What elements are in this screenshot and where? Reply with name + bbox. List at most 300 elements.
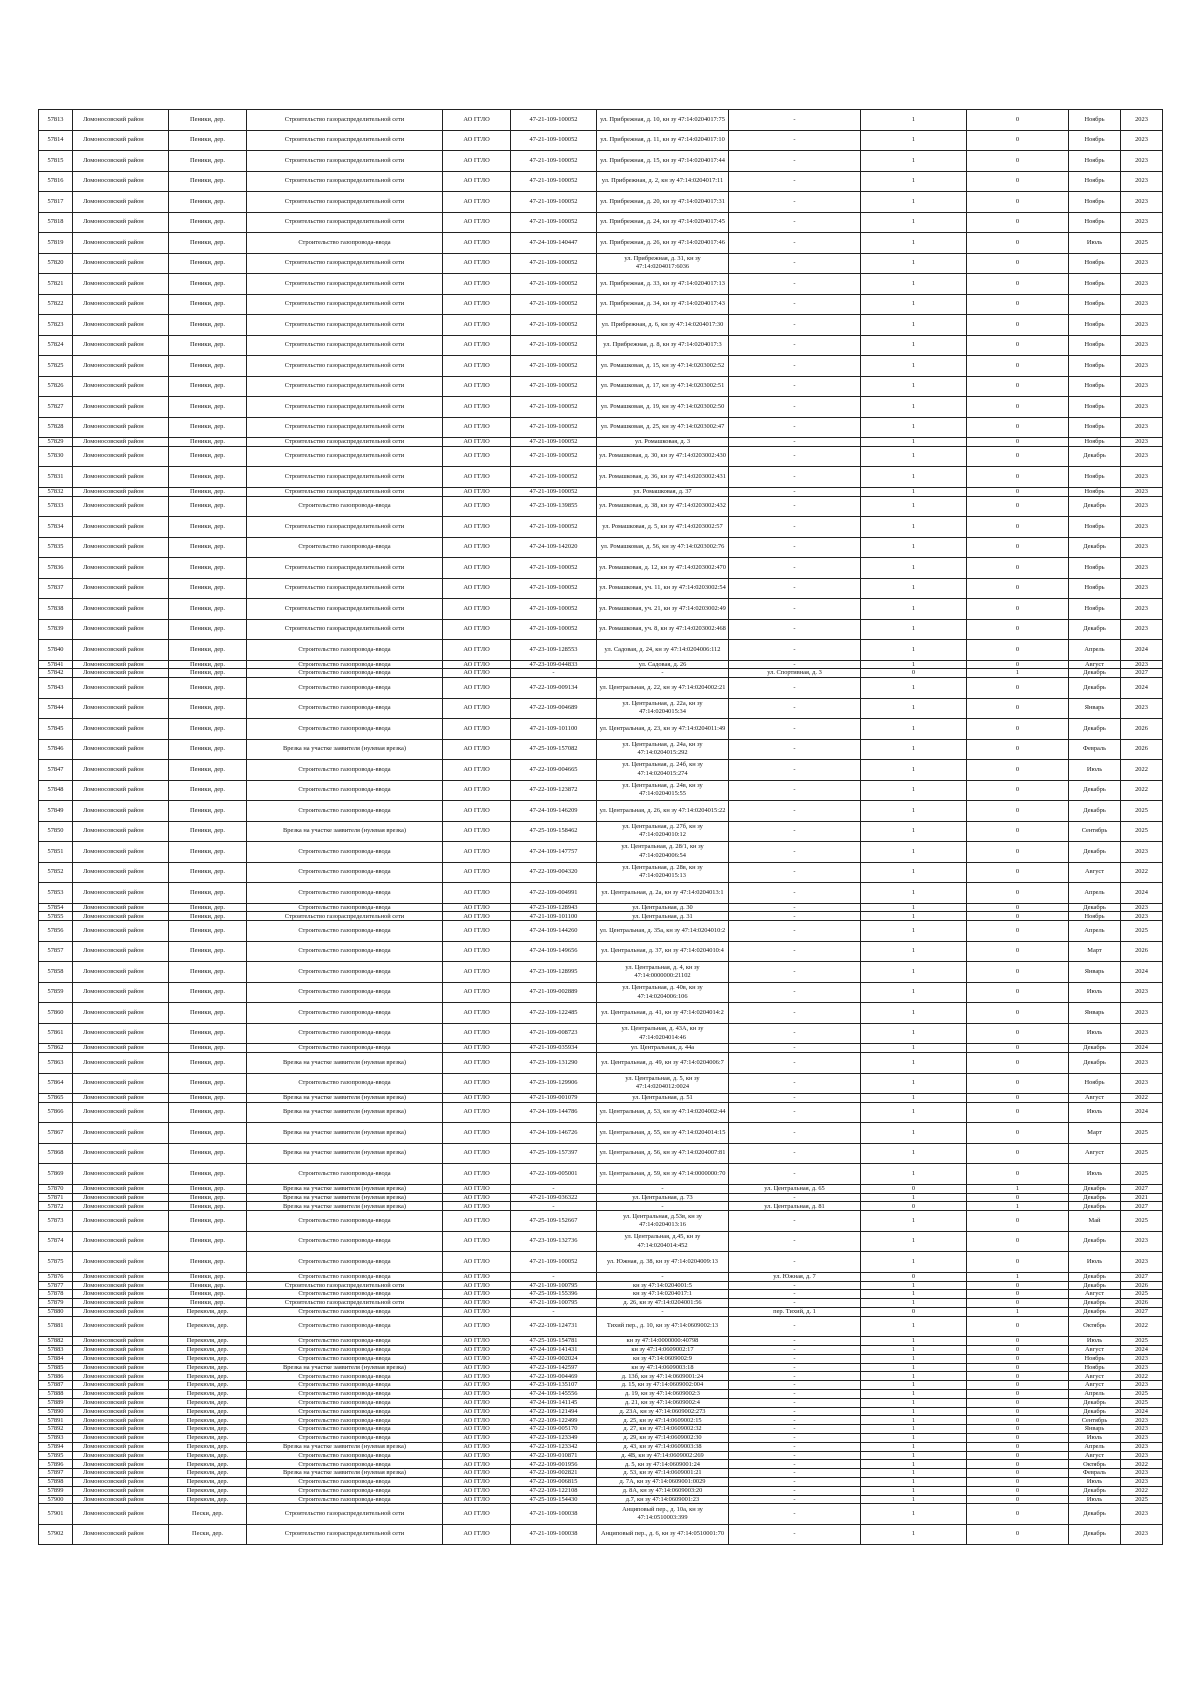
table-row [39,1202,1163,1211]
month-cell: Ноябрь [1069,1363,1121,1372]
year-cell: 2024 [1121,640,1163,661]
address-cell: ул. Центральная, д. 35а, кн зу 47:14:0204010:2 [597,921,729,942]
count-b-cell: 0 [967,446,1069,467]
application-code-cell: 47-21-109-100052 [511,253,597,274]
count-b-cell: 0 [967,1231,1069,1252]
address-cell: д. 25, кн зу 47:14:0609002:15 [597,1416,729,1425]
address-cell: ул. Ромашковая, д. 19, кн зу 47:14:0203002:50 [597,397,729,418]
row-number-cell: 57814 [39,130,73,151]
alt-address-cell: - [729,315,861,336]
application-code-cell: 47-22-109-122499 [511,1416,597,1425]
month-cell: Декабрь [1069,1524,1121,1545]
address-cell: ул. Ромашковая, д. 25, кн зу 47:14:0203002:47 [597,417,729,438]
count-b-cell: 0 [967,640,1069,661]
table-row [39,1372,1163,1381]
alt-address-cell: - [729,912,861,921]
count-b-cell: 0 [967,1407,1069,1416]
alt-address-cell: - [729,1023,861,1044]
month-cell: Ноябрь [1069,578,1121,599]
row-number-cell: 57898 [39,1478,73,1487]
work-type-cell: Строительство газопровода-ввода [247,537,443,558]
locality-cell: Пеники, дер. [169,212,247,233]
row-number-cell: 57871 [39,1193,73,1202]
work-type-cell: Строительство газопровода-ввода [247,862,443,883]
address-cell: ул. Прибрежная, д. 31, кн зу 47:14:0204017:6036 [597,253,729,274]
organization-cell: АО ГГЛО [443,669,511,678]
locality-cell: Перекюля, дер. [169,1316,247,1337]
organization-cell: АО ГГЛО [443,315,511,336]
row-number-cell: 57864 [39,1073,73,1094]
row-number-cell: 57836 [39,558,73,579]
alt-address-cell: - [729,274,861,295]
municipality-cell: Ломоносовский район [73,1442,169,1451]
municipality-cell: Ломоносовский район [73,1094,169,1103]
year-cell: 2022 [1121,780,1163,801]
month-cell: Ноябрь [1069,294,1121,315]
count-b-cell: 0 [967,417,1069,438]
month-cell: Ноябрь [1069,253,1121,274]
application-code-cell: 47-22-109-124731 [511,1316,597,1337]
work-type-cell: Строительство газопровода-ввода [247,1290,443,1299]
alt-address-cell: - [729,941,861,962]
alt-address-cell: - [729,578,861,599]
count-b-cell: 0 [967,1003,1069,1024]
month-cell: Ноябрь [1069,130,1121,151]
municipality-cell: Ломоносовский район [73,171,169,192]
table-row [39,376,1163,397]
count-a-cell: 1 [861,941,967,962]
count-a-cell: 1 [861,1478,967,1487]
locality-cell: Пеники, дер. [169,698,247,719]
count-a-cell: 1 [861,1316,967,1337]
locality-cell: Перекюля, дер. [169,1442,247,1451]
count-a-cell: 1 [861,678,967,699]
count-a-cell: 1 [861,253,967,274]
municipality-cell: Ломоносовский район [73,1372,169,1381]
alt-address-cell: - [729,376,861,397]
row-number-cell: 57851 [39,842,73,863]
organization-cell: АО ГГЛО [443,1434,511,1443]
organization-cell: АО ГГЛО [443,578,511,599]
table-row [39,274,1163,295]
row-number-cell: 57831 [39,467,73,488]
organization-cell: АО ГГЛО [443,1094,511,1103]
count-a-cell: 1 [861,862,967,883]
locality-cell: Пески, дер. [169,1524,247,1545]
year-cell: 2023 [1121,1023,1163,1044]
row-number-cell: 57893 [39,1434,73,1443]
count-b-cell: 0 [967,558,1069,579]
table-row [39,760,1163,781]
table-row [39,1354,1163,1363]
locality-cell: Перекюля, дер. [169,1381,247,1390]
count-a-cell: 1 [861,1390,967,1399]
count-b-cell: 0 [967,1451,1069,1460]
work-type-cell: Строительство газопровода-ввода [247,1434,443,1443]
count-a-cell: 1 [861,335,967,356]
month-cell: Декабрь [1069,1272,1121,1281]
locality-cell: Пеники, дер. [169,192,247,213]
count-b-cell: 0 [967,698,1069,719]
count-a-cell: 1 [861,315,967,336]
address-cell: д. 19, кн зу 47:14:0609002:3 [597,1390,729,1399]
locality-cell: Перекюля, дер. [169,1398,247,1407]
address-cell: ул. Центральная, д. 31 [597,912,729,921]
locality-cell: Пеники, дер. [169,719,247,740]
count-b-cell: 0 [967,487,1069,496]
month-cell: Декабрь [1069,1486,1121,1495]
table-row [39,1102,1163,1123]
work-type-cell: Строительство газораспределительной сети [247,356,443,377]
count-a-cell: 1 [861,1143,967,1164]
row-number-cell: 57865 [39,1094,73,1103]
count-b-cell: 0 [967,1416,1069,1425]
year-cell: 2023 [1121,446,1163,467]
address-cell: ул. Прибрежная, д. 11, кн зу 47:14:0204017:10 [597,130,729,151]
alt-address-cell: - [729,438,861,447]
application-code-cell: 47-22-109-001956 [511,1460,597,1469]
application-code-cell: 47-24-109-141431 [511,1346,597,1355]
application-code-cell: 47-21-109-100052 [511,446,597,467]
address-cell: - [597,1202,729,1211]
organization-cell: АО ГГЛО [443,1184,511,1193]
count-a-cell: 1 [861,356,967,377]
locality-cell: Пеники, дер. [169,941,247,962]
alt-address-cell: - [729,599,861,620]
alt-address-cell: - [729,1123,861,1144]
alt-address-cell: - [729,1053,861,1074]
row-number-cell: 57883 [39,1346,73,1355]
alt-address-cell: - [729,537,861,558]
year-cell: 2023 [1121,537,1163,558]
month-cell: Январь [1069,1425,1121,1434]
address-cell: ул. Центральная, д. 24а, кн зу 47:14:0204015:292 [597,739,729,760]
count-b-cell: 1 [967,1202,1069,1211]
alt-address-cell: - [729,883,861,904]
row-number-cell: 57839 [39,619,73,640]
alt-address-cell: - [729,130,861,151]
municipality-cell: Ломоносовский район [73,912,169,921]
application-code-cell: 47-22-109-122485 [511,1003,597,1024]
work-type-cell: Строительство газопровода-ввода [247,1425,443,1434]
address-cell: - [597,1184,729,1193]
work-type-cell: Врезка на участке заявителя (нулевая врезка) [247,1094,443,1103]
application-code-cell: 47-22-109-123342 [511,1442,597,1451]
table-row [39,517,1163,538]
month-cell: Апрель [1069,883,1121,904]
organization-cell: АО ГГЛО [443,842,511,863]
table-row [39,599,1163,620]
address-cell: ул. Ромашковая, д. 5, кн зу 47:14:0203002:57 [597,517,729,538]
year-cell: 2023 [1121,1416,1163,1425]
year-cell: 2023 [1121,660,1163,669]
table-row [39,1478,1163,1487]
locality-cell: Пеники, дер. [169,1202,247,1211]
address-cell: д. 27, кн зу 47:14:0609002:32 [597,1425,729,1434]
count-a-cell: 1 [861,1299,967,1308]
address-cell: ул. Центральная, д. 27б, кн зу 47:14:0204010:12 [597,821,729,842]
row-number-cell: 57819 [39,233,73,254]
count-a-cell: 1 [861,151,967,172]
alt-address-cell: - [729,619,861,640]
work-type-cell: Строительство газопровода-ввода [247,1307,443,1316]
row-number-cell: 57849 [39,801,73,822]
row-number-cell: 57882 [39,1337,73,1346]
address-cell: ул. Центральная, д. 37, кн зу 47:14:0204010:4 [597,941,729,962]
work-type-cell: Строительство газораспределительной сети [247,315,443,336]
address-cell: ул. Центральная, д. 23, кн зу 47:14:0204011:49 [597,719,729,740]
application-code-cell: 47-23-109-139855 [511,496,597,517]
address-cell: ул. Центральная, д. 28/1, кн зу 47:14:0204006:54 [597,842,729,863]
address-cell: кн зу 47:14:0609002:9 [597,1354,729,1363]
work-type-cell: Строительство газопровода-ввода [247,719,443,740]
year-cell: 2023 [1121,376,1163,397]
locality-cell: Пеники, дер. [169,669,247,678]
organization-cell: АО ГГЛО [443,212,511,233]
address-cell: кн зу 47:14:0609002:17 [597,1346,729,1355]
address-cell: д. 29, кн зу 47:14:0609002:30 [597,1434,729,1443]
count-b-cell: 0 [967,921,1069,942]
month-cell: Декабрь [1069,1299,1121,1308]
table-row [39,801,1163,822]
table-row [39,678,1163,699]
locality-cell: Пеники, дер. [169,760,247,781]
work-type-cell: Строительство газораспределительной сети [247,335,443,356]
locality-cell: Пеники, дер. [169,1281,247,1290]
table-row [39,192,1163,213]
application-code-cell: 47-25-109-158462 [511,821,597,842]
month-cell: Декабрь [1069,1053,1121,1074]
month-cell: Июль [1069,1337,1121,1346]
municipality-cell: Ломоносовский район [73,1211,169,1232]
locality-cell: Пеники, дер. [169,438,247,447]
month-cell: Июль [1069,982,1121,1003]
alt-address-cell: ул. Центральная, д. 81 [729,1202,861,1211]
locality-cell: Пеники, дер. [169,1211,247,1232]
month-cell: Ноябрь [1069,599,1121,620]
row-number-cell: 57815 [39,151,73,172]
address-cell: ул. Ромашковая, д. 3 [597,438,729,447]
count-b-cell: 0 [967,376,1069,397]
application-code-cell: 47-22-109-004320 [511,862,597,883]
organization-cell: АО ГГЛО [443,1524,511,1545]
table-row [39,446,1163,467]
month-cell: Декабрь [1069,1281,1121,1290]
row-number-cell: 57862 [39,1044,73,1053]
work-type-cell: Строительство газораспределительной сети [247,253,443,274]
count-a-cell: 1 [861,537,967,558]
address-cell: ул. Центральная, д. 55, кн зу 47:14:0204014:15 [597,1123,729,1144]
address-cell: д. 53, кн зу 47:14:0609001:21 [597,1469,729,1478]
locality-cell: Пеники, дер. [169,110,247,131]
row-number-cell: 57877 [39,1281,73,1290]
application-code-cell: 47-21-109-100795 [511,1281,597,1290]
work-type-cell: Строительство газопровода-ввода [247,1451,443,1460]
alt-address-cell: - [729,821,861,842]
application-code-cell: 47-21-109-100052 [511,212,597,233]
organization-cell: АО ГГЛО [443,1407,511,1416]
year-cell: 2023 [1121,912,1163,921]
month-cell: Сентябрь [1069,1416,1121,1425]
work-type-cell: Строительство газопровода-ввода [247,1272,443,1281]
month-cell: Январь [1069,962,1121,983]
table-row [39,558,1163,579]
year-cell: 2023 [1121,578,1163,599]
alt-address-cell: - [729,294,861,315]
municipality-cell: Ломоносовский район [73,739,169,760]
count-a-cell: 1 [861,578,967,599]
locality-cell: Пеники, дер. [169,962,247,983]
municipality-cell: Ломоносовский район [73,1143,169,1164]
locality-cell: Пеники, дер. [169,1164,247,1185]
count-b-cell: 0 [967,1053,1069,1074]
table-row [39,862,1163,883]
count-b-cell: 0 [967,1337,1069,1346]
year-cell: 2023 [1121,253,1163,274]
work-type-cell: Строительство газопровода-ввода [247,678,443,699]
locality-cell: Перекюля, дер. [169,1372,247,1381]
alt-address-cell: - [729,1478,861,1487]
count-b-cell: 0 [967,1211,1069,1232]
alt-address-cell: - [729,1316,861,1337]
organization-cell: АО ГГЛО [443,171,511,192]
count-b-cell: 1 [967,669,1069,678]
count-b-cell: 1 [967,1307,1069,1316]
year-cell: 2024 [1121,1407,1163,1416]
municipality-cell: Ломоносовский район [73,698,169,719]
count-a-cell: 1 [861,1094,967,1103]
row-number-cell: 57847 [39,760,73,781]
count-a-cell: 1 [861,130,967,151]
application-code-cell: 47-21-109-001079 [511,1094,597,1103]
count-b-cell: 0 [967,212,1069,233]
count-a-cell: 1 [861,1044,967,1053]
alt-address-cell: - [729,760,861,781]
month-cell: Апрель [1069,921,1121,942]
work-type-cell: Строительство газопровода-ввода [247,1398,443,1407]
year-cell: 2023 [1121,130,1163,151]
municipality-cell: Ломоносовский район [73,1363,169,1372]
month-cell: Апрель [1069,1442,1121,1451]
count-a-cell: 1 [861,1381,967,1390]
row-number-cell: 57876 [39,1272,73,1281]
count-b-cell: 0 [967,1524,1069,1545]
alt-address-cell: ул. Южная, д. 7 [729,1272,861,1281]
month-cell: Декабрь [1069,1044,1121,1053]
locality-cell: Пеники, дер. [169,821,247,842]
table-row [39,438,1163,447]
month-cell: Ноябрь [1069,376,1121,397]
row-number-cell: 57892 [39,1425,73,1434]
address-cell: ул. Центральная, д. 30 [597,903,729,912]
year-cell: 2023 [1121,1053,1163,1074]
row-number-cell: 57838 [39,599,73,620]
address-cell: ул. Ромашковая, уч. 8, кн зу 47:14:0203002:468 [597,619,729,640]
year-cell: 2024 [1121,1346,1163,1355]
municipality-cell: Ломоносовский район [73,883,169,904]
alt-address-cell: - [729,467,861,488]
work-type-cell: Строительство газораспределительной сети [247,438,443,447]
year-cell: 2023 [1121,1478,1163,1487]
count-b-cell: 0 [967,912,1069,921]
count-a-cell: 1 [861,921,967,942]
address-cell: ул. Ромашковая, уч. 11, кн зу 47:14:0203002:54 [597,578,729,599]
month-cell: Июль [1069,233,1121,254]
row-number-cell: 57855 [39,912,73,921]
table-row [39,1123,1163,1144]
alt-address-cell: - [729,151,861,172]
alt-address-cell: - [729,487,861,496]
municipality-cell: Ломоносовский район [73,1495,169,1504]
year-cell: 2024 [1121,962,1163,983]
alt-address-cell: - [729,1193,861,1202]
count-a-cell: 1 [861,1504,967,1525]
month-cell: Июль [1069,1102,1121,1123]
count-a-cell: 1 [861,599,967,620]
locality-cell: Пеники, дер. [169,151,247,172]
organization-cell: АО ГГЛО [443,151,511,172]
locality-cell: Перекюля, дер. [169,1346,247,1355]
locality-cell: Пеники, дер. [169,921,247,942]
application-code-cell: 47-24-109-144260 [511,921,597,942]
month-cell: Март [1069,941,1121,962]
application-code-cell: 47-23-109-131290 [511,1053,597,1074]
count-b-cell: 0 [967,1469,1069,1478]
table-row [39,619,1163,640]
locality-cell: Пеники, дер. [169,1044,247,1053]
count-b-cell: 0 [967,1354,1069,1363]
work-type-cell: Строительство газораспределительной сети [247,1281,443,1290]
row-number-cell: 57850 [39,821,73,842]
row-number-cell: 57857 [39,941,73,962]
year-cell: 2026 [1121,941,1163,962]
alt-address-cell: - [729,1372,861,1381]
municipality-cell: Ломоносовский район [73,1299,169,1308]
count-a-cell: 0 [861,1307,967,1316]
count-b-cell: 0 [967,660,1069,669]
alt-address-cell: - [729,356,861,377]
work-type-cell: Строительство газопровода-ввода [247,1407,443,1416]
alt-address-cell: - [729,1469,861,1478]
year-cell: 2023 [1121,151,1163,172]
count-b-cell: 0 [967,335,1069,356]
application-code-cell: 47-21-109-100052 [511,130,597,151]
row-number-cell: 57896 [39,1460,73,1469]
alt-address-cell: - [729,1094,861,1103]
year-cell: 2023 [1121,982,1163,1003]
month-cell: Май [1069,1211,1121,1232]
organization-cell: АО ГГЛО [443,941,511,962]
locality-cell: Пеники, дер. [169,982,247,1003]
count-b-cell: 0 [967,1478,1069,1487]
address-cell: ул. Ромашковая, д. 12, кн зу 47:14:0203002:470 [597,558,729,579]
row-number-cell: 57872 [39,1202,73,1211]
municipality-cell: Ломоносовский район [73,1354,169,1363]
table-row [39,1143,1163,1164]
municipality-cell: Ломоносовский район [73,1053,169,1074]
application-code-cell: 47-25-109-157082 [511,739,597,760]
locality-cell: Перекюля, дер. [169,1337,247,1346]
count-b-cell: 0 [967,1299,1069,1308]
application-code-cell: 47-22-109-005170 [511,1425,597,1434]
application-code-cell: 47-21-109-100052 [511,487,597,496]
month-cell: Июль [1069,1495,1121,1504]
year-cell: 2023 [1121,487,1163,496]
address-cell: ул. Центральная, д. 40в, кн зу 47:14:0204006:106 [597,982,729,1003]
locality-cell: Пеники, дер. [169,1184,247,1193]
row-number-cell: 57837 [39,578,73,599]
month-cell: Февраль [1069,739,1121,760]
